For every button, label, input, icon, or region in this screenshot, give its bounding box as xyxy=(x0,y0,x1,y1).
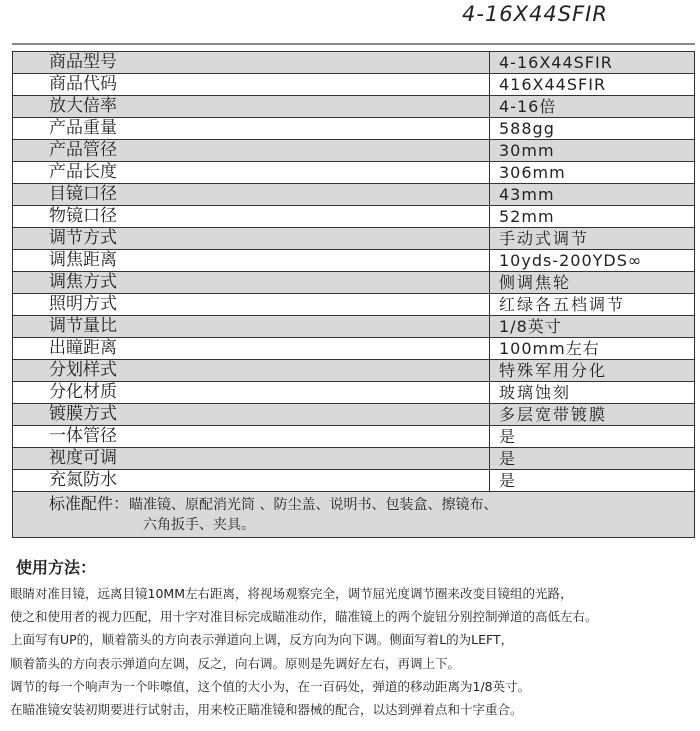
accessories-items-1: 瞄准镜、原配消光筒 、防尘盖、说明书、包装盒、擦镜布、 xyxy=(129,497,498,513)
spec-value: 4-16X44SFIR xyxy=(490,52,695,74)
spec-value: 是 xyxy=(490,448,695,470)
usage-line: 上面写有UP的，顺着箭头的方向表示弹道向上调，反方向为向下调。侧面写着L的为LEFT， xyxy=(10,632,514,648)
spec-label: 调焦方式 xyxy=(13,272,490,294)
spec-value: 是 xyxy=(490,426,695,448)
spec-label: 镀膜方式 xyxy=(13,404,490,426)
spec-label: 调节量比 xyxy=(13,316,490,338)
spec-row xyxy=(13,470,695,492)
spec-label: 产品长度 xyxy=(13,162,490,184)
spec-value: 多层宽带镀膜 xyxy=(490,404,695,426)
spec-label: 产品重量 xyxy=(13,118,490,140)
spec-label: 充氮防水 xyxy=(13,470,490,492)
spec-value: 1/8英寸 xyxy=(490,316,695,338)
spec-value: 416X44SFIR xyxy=(490,74,695,96)
spec-value: 特殊军用分化 xyxy=(490,360,695,382)
spec-value: 10yds-200YDS∞ xyxy=(490,250,695,272)
accessories-line-1 xyxy=(13,494,694,515)
spec-value: 52mm xyxy=(490,206,695,228)
accessories-text xyxy=(13,492,694,535)
spec-row xyxy=(13,316,695,338)
spec-label: 物镜口径 xyxy=(13,206,490,228)
spec-value: 红绿各五档调节 xyxy=(490,294,695,316)
spec-value: 4-16倍 xyxy=(490,96,695,118)
divider xyxy=(12,43,695,45)
spec-label: 调焦距离 xyxy=(13,250,490,272)
spec-row xyxy=(13,272,695,294)
spec-row xyxy=(13,52,695,74)
spec-label: 分化材质 xyxy=(13,382,490,404)
usage-line: 调节的每一个响声为一个咔嚓值，这个值的大小为，在一百码处，弹道的移动距离为1/8英寸。 xyxy=(10,678,531,694)
spec-row xyxy=(13,426,695,448)
usage-line: 使之和使用者的视力匹配，用十字对准目标完成瞄准动作，瞄准镜上的两个旋钮分别控制弹道的高低左右。 xyxy=(10,609,598,625)
spec-label: 视度可调 xyxy=(13,448,490,470)
spec-row xyxy=(13,162,695,184)
usage-line: 在瞄准镜安装初期要进行试射击，用来校正瞄准镜和器械的配合，以达到弹着点和十字重合。 xyxy=(10,702,523,718)
accessories-cell xyxy=(13,492,695,538)
spec-label: 出瞳距离 xyxy=(13,338,490,360)
model-title: 4-16X44SFIR xyxy=(462,2,608,26)
spec-label: 目镜口径 xyxy=(13,184,490,206)
accessories-label: 标准配件： xyxy=(49,494,130,513)
usage-heading: 使用方法： xyxy=(16,558,97,577)
spec-value: 是 xyxy=(490,470,695,492)
spec-table-body xyxy=(13,52,695,538)
spec-row xyxy=(13,448,695,470)
spec-row xyxy=(13,228,695,250)
spec-row xyxy=(13,140,695,162)
spec-label: 商品型号 xyxy=(13,52,490,74)
spec-row xyxy=(13,96,695,118)
spec-row xyxy=(13,404,695,426)
spec-row xyxy=(13,206,695,228)
spec-label: 照明方式 xyxy=(13,294,490,316)
usage-line: 眼睛对准目镜，远离目镜10MM左右距离，将视场观察完全，调节屈光度调节圈来改变目镜组的光路， xyxy=(10,586,573,601)
spec-value: 100mm左右 xyxy=(490,338,695,360)
spec-value: 306mm xyxy=(490,162,695,184)
accessories-line-2: 六角扳手、夹具。 xyxy=(143,517,255,533)
spec-row xyxy=(13,118,695,140)
spec-row xyxy=(13,184,695,206)
spec-value: 手动式调节 xyxy=(490,228,695,250)
spec-value: 侧调焦轮 xyxy=(490,272,695,294)
usage-line: 顺着箭头的方向表示弹道向左调，反之，向右调。原则是先调好左右，再调上下。 xyxy=(10,655,461,671)
usage-instructions xyxy=(10,582,598,721)
spec-row xyxy=(13,294,695,316)
spec-value: 30mm xyxy=(490,140,695,162)
spec-value: 588gg xyxy=(490,118,695,140)
spec-label: 一体管径 xyxy=(13,426,490,448)
spec-label: 放大倍率 xyxy=(13,96,490,118)
spec-row xyxy=(13,250,695,272)
spec-label: 产品管径 xyxy=(13,140,490,162)
spec-row xyxy=(13,360,695,382)
spec-label: 调节方式 xyxy=(13,228,490,250)
spec-table xyxy=(12,51,695,538)
spec-row xyxy=(13,74,695,96)
spec-label: 商品代码 xyxy=(13,74,490,96)
spec-label: 分划样式 xyxy=(13,360,490,382)
spec-value: 玻璃蚀刻 xyxy=(490,382,695,404)
spec-value: 43mm xyxy=(490,184,695,206)
spec-row xyxy=(13,382,695,404)
accessories-row xyxy=(13,492,695,538)
spec-row xyxy=(13,338,695,360)
